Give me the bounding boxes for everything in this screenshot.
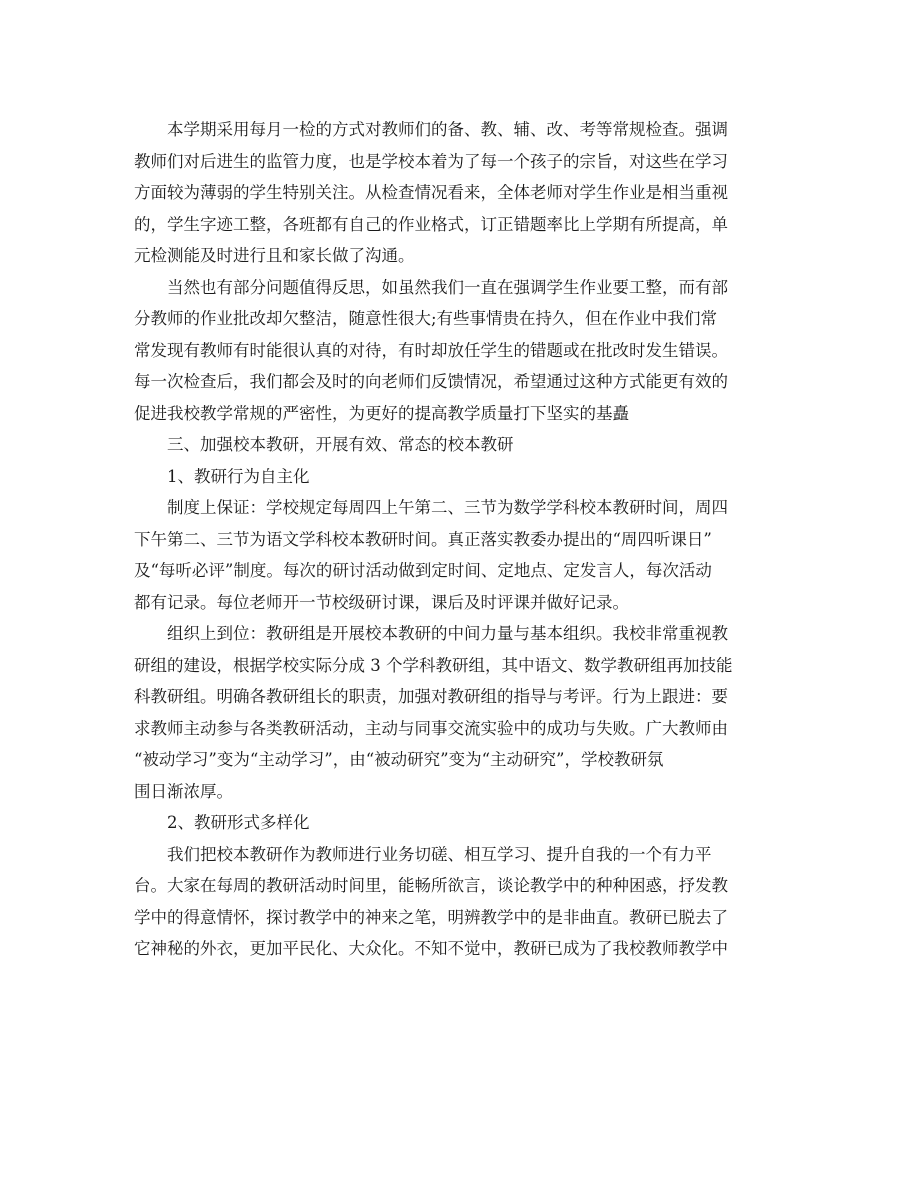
document-body [134,114,794,965]
subheading-2: 2、教研形式多样化 [167,813,310,832]
paragraph-system-guarantee: 制度上保证：学校规定每周四上午第二、三节为数学学科校本教研时间，周四 下午第二、三节为语文学科校本教研时间。真正落实教委办提出的“周四听课日” 及“每听必评”制度。每次的研讨活动做到定时间、定地点、定发言人，每次活动 都有记录。每位老师开一节校级研讨课，课后及时评课并做好记录。 [134,498,728,612]
paragraph-reflection: 当然也有部分问题值得反思，如虽然我们一直在强调学生作业要工整，而有部 分教师的作业批改却欠整洁，随意性很大;有些事情贵在持久，但在作业中我们常 常发现有教师有时能很认真的对待，有时却放任学生的错题或在批改时发生错误。 每一次检查后，我们都会及时的向老师们反馈情况，希望通过这种方式能更有效的 促进我校教学常规的严密性，为更好的提高教学质量打下坚实的基矗 [134,277,728,423]
subheading-1: 1、教研行为自主化 [167,466,310,486]
paragraph-routine-inspection: 本学期采用每月一检的方式对教师们的备、教、辅、改、考等常规检查。强调 教师们对后进生的监管力度，也是学校本着为了每一个孩子的宗旨，对这些在学习 方面较为薄弱的学生特别关注。从检查情况看来，全体老师对学生作业是相当重视 的，学生字迹工整，各班都有自己的作业格式，订正错题率比上学期有所提高，单 元检测能及时进行且和家长做了沟通。 [134,120,728,265]
section-heading-3: 三、加强校本教研，开展有效、常态的校本教研 [167,435,514,454]
paragraph-organization: 组织上到位：教研组是开展校本教研的中间力量与基本组织。我校非常重视教 研组的建设，根据学校实际分成 3 个学科教研组，其中语文、数学教研组再加技能 科教研组。明确各教研组长的职责，加强对教研组的指导与考评。行为上跟进：要 求教师主动参与各类教研活动，主动与同事交流实验中的成功与失败。广大教师由 “被动学习”变为“主动学习”，由“被动研究”变为“主动研究”，学校教研氛 围日渐浓厚。 [134,624,733,801]
paragraph-diverse-forms: 我们把校本教研作为教师进行业务切磋、相互学习、提升自我的一个有力平 台。大家在每周的教研活动时间里，能畅所欲言，谈论教学中的种种困惑，抒发教 学中的得意情怀，探讨教学中的神来之笔，明辨教学中的是非曲直。教研已脱去了 它神秘的外衣，更加平民化、大众化。不知不觉中，教研已成为了我校教师教学中 [134,844,728,958]
